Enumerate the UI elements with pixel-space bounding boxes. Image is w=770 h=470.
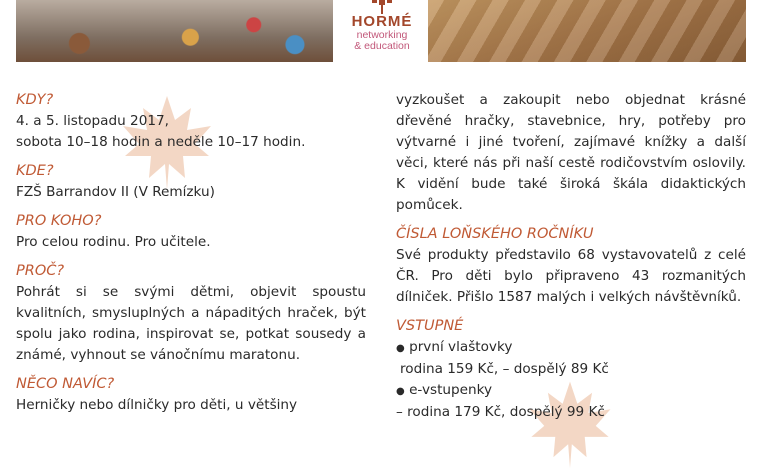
kde-heading: KDE? — [16, 163, 54, 179]
neco-navic-text: Herničky nebo dílničky pro děti, u většiny — [16, 397, 298, 413]
vstupne-list — [396, 337, 746, 423]
list-item — [396, 402, 746, 423]
proc-heading: PROČ? — [16, 263, 65, 279]
tree-logo-icon — [370, 0, 394, 14]
exhibition-photo — [16, 0, 333, 62]
cisla-heading: ČÍSLA LOŇSKÉHO ROČNÍKU — [396, 226, 594, 242]
list-item — [396, 337, 746, 359]
neco-navic-heading: NĚCO NAVÍC? — [16, 376, 115, 392]
list-item — [396, 380, 746, 402]
proc-text: Pohrát si se svými dětmi, objevit spoustu kvalitních, smysluplných a nápaditých hraček, být spolu jako rodina, inspirovat se, potkat sousedy a známé, vyhnout se vánočnímu maratonu. — [16, 284, 366, 363]
wooden-blocks-photo — [428, 0, 746, 62]
kde-place: FZŠ Barrandov II (V Remízku) — [16, 184, 215, 200]
pro-koho-text: Pro celou rodinu. Pro učitele. — [16, 234, 211, 250]
left-column — [16, 90, 366, 416]
ticket-price: – rodina 179 Kč, dospělý 99 Kč — [396, 404, 605, 420]
ticket-price: rodina 159 Kč, – dospělý 89 Kč — [400, 361, 609, 377]
logo-tagline-1: networking — [356, 29, 408, 41]
bullet-icon: ● — [396, 343, 405, 354]
kdy-hours: sobota 10–18 hodin a neděle 10–17 hodin. — [16, 134, 306, 150]
kdy-heading: KDY? — [16, 92, 54, 108]
intro-text: vyzkoušet a zakoupit nebo objednat krásné dřevěné hračky, stavebnice, hry, potřeby pro výtvarné i jiné tvoření, zajímavé knížky a další věci, které nás při naší cestě rodičovstvím oslovily. K vidění bude také široká škála didaktických pomůcek. — [396, 92, 746, 213]
pro-koho-heading: PRO KOHO? — [16, 213, 102, 229]
logo-name: HORMÉ — [351, 13, 413, 30]
ticket-label: e-vstupenky — [409, 382, 493, 398]
right-column — [396, 90, 746, 423]
logo-tagline-2: & education — [354, 40, 410, 52]
bullet-icon: ● — [396, 386, 405, 397]
vstupne-heading: VSTUPNÉ — [396, 318, 464, 334]
ticket-label: první vlaštovky — [409, 339, 513, 355]
cisla-text: Své produkty představilo 68 vystavovatelů z celé ČR. Pro děti bylo připraveno 43 rozmanitých dílniček. Přišlo 1587 malých i velkých návštěvníků. — [396, 247, 746, 305]
list-item — [396, 359, 746, 380]
horme-logo — [340, 0, 424, 66]
kdy-date: 4. a 5. listopadu 2017, — [16, 113, 169, 129]
